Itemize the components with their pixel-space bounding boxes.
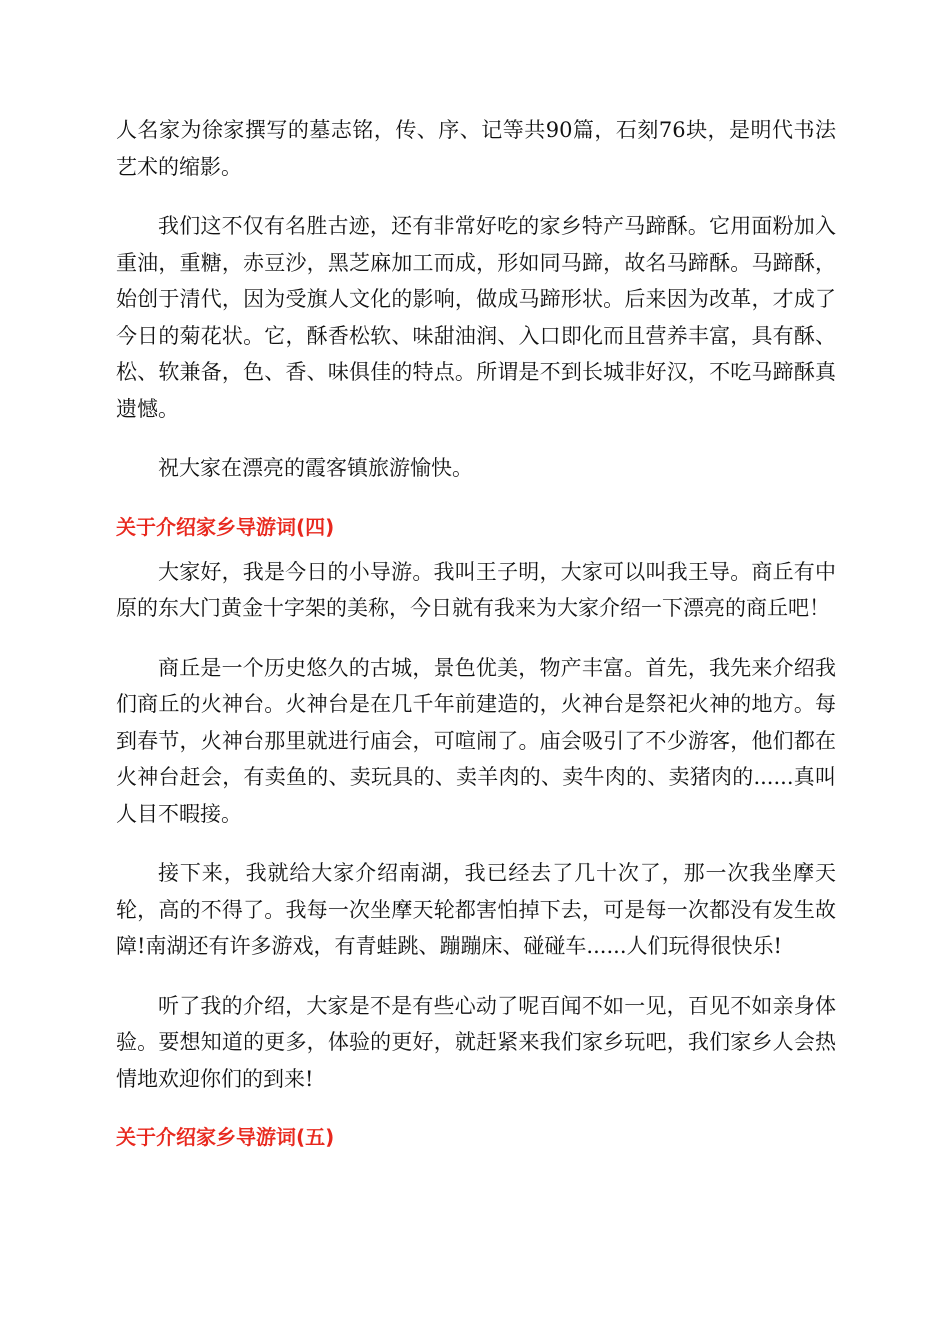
- paragraph-nanhu: 接下来，我就给大家介绍南湖，我已经去了几十次了，那一次我坐摩天轮，高的不得了。我每一次坐摩天轮都害怕掉下去，可是每一次都没有发生故障!南湖还有许多游戏，有青蛙跳、蹦蹦床、碰碰车......人们玩得很快乐!: [116, 861, 836, 958]
- paragraph-continued: 人名家为徐家撰写的墓志铭，传、序、记等共90篇，石刻76块，是明代书法艺术的缩影。: [116, 118, 836, 179]
- paragraph-closing-wish: 祝大家在漂亮的霞客镇旅游愉快。: [158, 456, 473, 480]
- paragraph-greeting: 大家好，我是今日的小导游。我叫王子明，大家可以叫我王导。商丘有中原的东大门黄金十字架的美称，今日就有我来为大家介绍一下漂亮的商丘吧！: [116, 559, 836, 620]
- paragraph-huoshentai: 商丘是一个历史悠久的古城，景色优美，物产丰富。首先，我先来介绍我们商丘的火神台。火神台是在几千年前建造的，火神台是祭祀火神的地方。每到春节，火神台那里就进行庙会，可喧闹了。庙会吸引了不少游客，他们都在火神台赶会，有卖鱼的、卖玩具的、卖羊肉的、卖牛肉的、卖猪肉的......真叫人目不暇接。: [116, 655, 836, 826]
- paragraph-invitation: 听了我的介绍，大家是不是有些心动了呢百闻不如一见，百见不如亲身体验。要想知道的更多，体验的更好，就赶紧来我们家乡玩吧，我们家乡人会热情地欢迎你们的到来!: [116, 993, 836, 1091]
- document-body: [116, 112, 836, 1164]
- section-heading-4: 关于介绍家乡导游词(四): [116, 514, 335, 539]
- paragraph-mati-su: 我们这不仅有名胜古迹，还有非常好吃的家乡特产马蹄酥。它用面粉加入重油，重糖，赤豆沙，黑芝麻加工而成，形如同马蹄，故名马蹄酥。马蹄酥，始创于清代，因为受旗人文化的影响，做成马蹄形状。后来因为改革，才成了今日的菊花状。它，酥香松软、味甜油润、入口即化而且营养丰富，具有酥、松、软兼备，色、香、味俱佳的特点。所谓是不到长城非好汉，不吃马蹄酥真遗憾。: [116, 214, 836, 421]
- section-heading-5: 关于介绍家乡导游词(五): [116, 1125, 335, 1149]
